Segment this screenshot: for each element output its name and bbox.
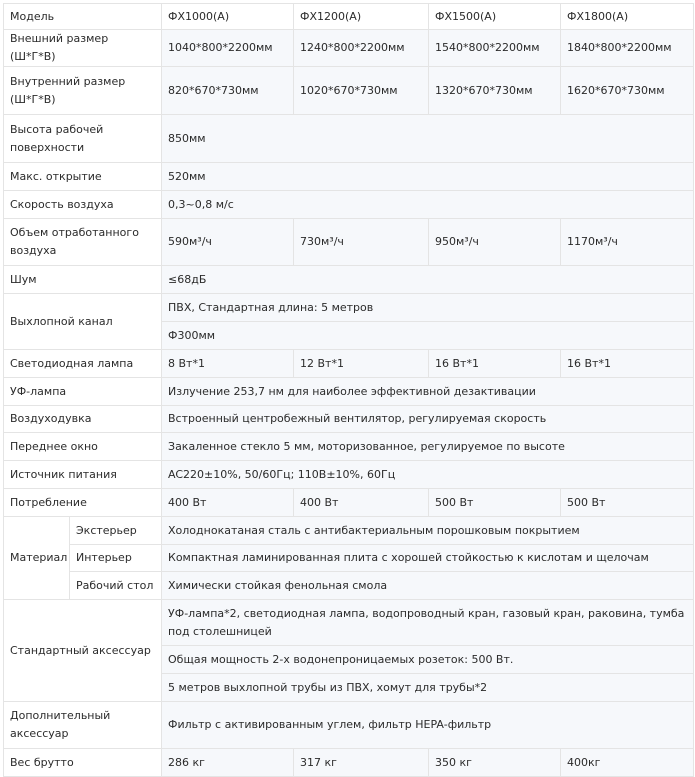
external-size-value: 1540*800*2200мм (429, 30, 561, 67)
led-lamp-value: 16 Вт*1 (561, 350, 694, 378)
exhaust-volume-value: 1170м³/ч (561, 219, 694, 266)
noise-value: ≤68дБ (162, 266, 694, 294)
front-window-label: Переднее окно (4, 433, 162, 461)
external-size-value: 1040*800*2200мм (162, 30, 294, 67)
std-accessory-label: Стандартный аксессуар (4, 600, 162, 702)
row-material-worktable (4, 572, 694, 600)
exhaust-volume-value: 590м³/ч (162, 219, 294, 266)
air-speed-label: Скорость воздуха (4, 191, 162, 219)
model-name: ФХ1500(А) (429, 4, 561, 30)
material-exterior-value: Холоднокатаная сталь с антибактериальным порошковым покрытием (162, 517, 694, 545)
row-blower (4, 406, 694, 433)
material-worktable-label: Рабочий стол (70, 572, 162, 600)
row-external-size (4, 30, 694, 67)
external-size-value: 1240*800*2200мм (294, 30, 429, 67)
uv-lamp-value: Излучение 253,7 нм для наиболее эффективной дезактивации (162, 378, 694, 406)
consumption-value: 400 Вт (162, 489, 294, 517)
exhaust-volume-label: Объем отработанного воздуха (4, 219, 162, 266)
exhaust-volume-value: 950м³/ч (429, 219, 561, 266)
material-interior-label: Интерьер (70, 545, 162, 572)
material-interior-value: Компактная ламинированная плита с хорошей стойкостью к кислотам и щелочам (162, 545, 694, 572)
std-accessory-sockets: Общая мощность 2-х водонепроницаемых розеток: 500 Вт. (162, 646, 694, 674)
gross-weight-value: 286 кг (162, 749, 294, 777)
row-opt-accessory (4, 702, 694, 749)
std-accessory-pipe: 5 метров выхлопной трубы из ПВХ, хомут для трубы*2 (162, 674, 694, 702)
row-work-height (4, 115, 694, 163)
internal-size-value: 1020*670*730мм (294, 67, 429, 115)
power-source-label: Источник питания (4, 461, 162, 489)
model-name: ФХ1800(А) (561, 4, 694, 30)
opt-accessory-value: Фильтр с активированным углем, фильтр HEPA-фильтр (162, 702, 694, 749)
exhaust-channel-diameter: Ф300мм (162, 322, 694, 350)
blower-label: Воздуходувка (4, 406, 162, 433)
model-label: Модель (4, 4, 162, 30)
external-size-label: Внешний размер (Ш*Г*В) (4, 30, 162, 67)
row-std-accessory (4, 600, 694, 646)
work-height-label: Высота рабочей поверхности (4, 115, 162, 163)
consumption-value: 500 Вт (561, 489, 694, 517)
internal-size-label: Внутренний размер (Ш*Г*В) (4, 67, 162, 115)
row-air-speed (4, 191, 694, 219)
front-window-value: Закаленное стекло 5 мм, моторизованное, регулируемое по высоте (162, 433, 694, 461)
exhaust-channel-value: ПВХ, Стандартная длина: 5 метров (162, 294, 694, 322)
row-front-window (4, 433, 694, 461)
row-power-source (4, 461, 694, 489)
row-material-interior (4, 545, 694, 572)
led-lamp-label: Светодиодная лампа (4, 350, 162, 378)
max-opening-label: Макс. открытие (4, 163, 162, 191)
row-exhaust-volume (4, 219, 694, 266)
internal-size-value: 820*670*730мм (162, 67, 294, 115)
model-name: ФХ1200(А) (294, 4, 429, 30)
consumption-value: 500 Вт (429, 489, 561, 517)
row-gross-weight (4, 749, 694, 777)
spec-table (3, 3, 694, 777)
row-model (4, 4, 694, 30)
blower-value: Встроенный центробежный вентилятор, регулируемая скорость (162, 406, 694, 433)
internal-size-value: 1320*670*730мм (429, 67, 561, 115)
material-label: Материал (4, 517, 70, 600)
gross-weight-value: 350 кг (429, 749, 561, 777)
power-source-value: AC220±10%, 50/60Гц; 110В±10%, 60Гц (162, 461, 694, 489)
row-material-exterior (4, 517, 694, 545)
consumption-value: 400 Вт (294, 489, 429, 517)
led-lamp-value: 12 Вт*1 (294, 350, 429, 378)
external-size-value: 1840*800*2200мм (561, 30, 694, 67)
noise-label: Шум (4, 266, 162, 294)
row-led-lamp (4, 350, 694, 378)
exhaust-channel-label: Выхлопной канал (4, 294, 162, 350)
opt-accessory-label: Дополнительный аксессуар (4, 702, 162, 749)
led-lamp-value: 8 Вт*1 (162, 350, 294, 378)
work-height-value: 850мм (162, 115, 694, 163)
internal-size-value: 1620*670*730мм (561, 67, 694, 115)
row-internal-size (4, 67, 694, 115)
material-exterior-label: Экстерьер (70, 517, 162, 545)
air-speed-value: 0,3~0,8 м/с (162, 191, 694, 219)
row-exhaust-channel (4, 294, 694, 322)
uv-lamp-label: УФ-лампа (4, 378, 162, 406)
row-noise (4, 266, 694, 294)
led-lamp-value: 16 Вт*1 (429, 350, 561, 378)
std-accessory-value: УФ-лампа*2, светодиодная лампа, водопроводный кран, газовый кран, раковина, тумба под столешницей (162, 600, 694, 646)
model-name: ФХ1000(А) (162, 4, 294, 30)
consumption-label: Потребление (4, 489, 162, 517)
gross-weight-value: 400кг (561, 749, 694, 777)
max-opening-value: 520мм (162, 163, 694, 191)
gross-weight-value: 317 кг (294, 749, 429, 777)
row-uv-lamp (4, 378, 694, 406)
row-max-opening (4, 163, 694, 191)
gross-weight-label: Вес брутто (4, 749, 162, 777)
row-consumption (4, 489, 694, 517)
material-worktable-value: Химически стойкая фенольная смола (162, 572, 694, 600)
exhaust-volume-value: 730м³/ч (294, 219, 429, 266)
